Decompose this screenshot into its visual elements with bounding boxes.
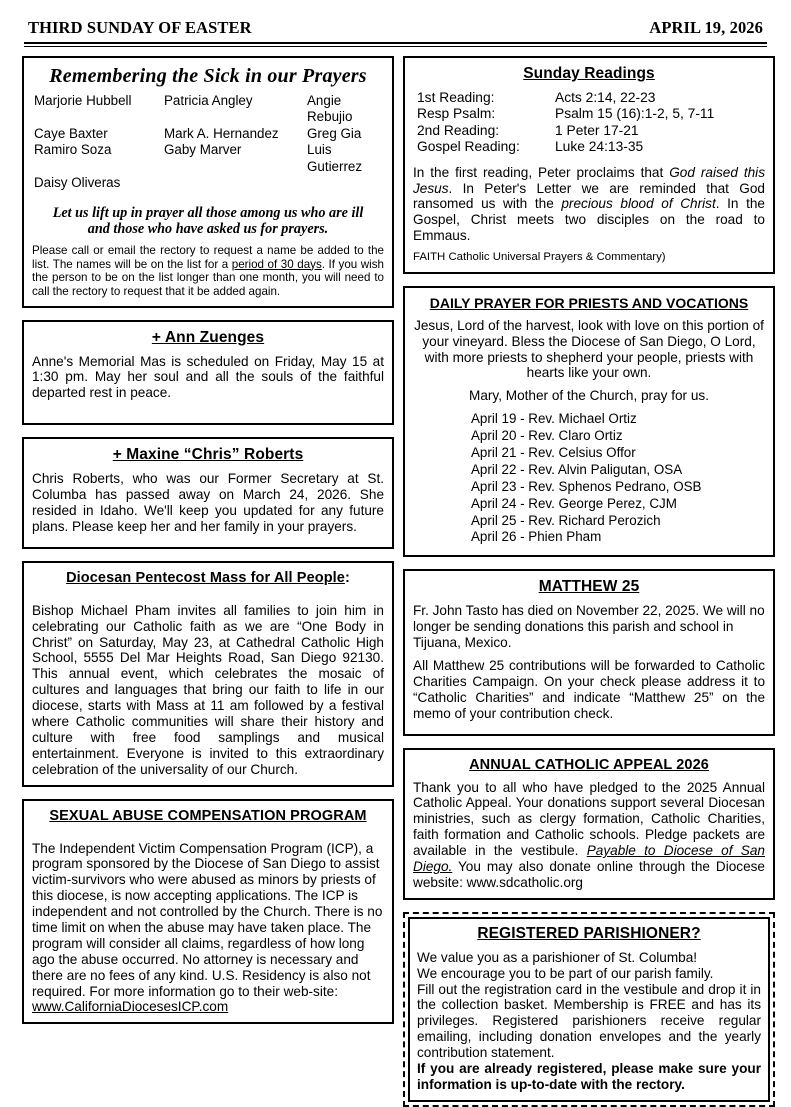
readings-commentary <box>413 165 765 244</box>
registered-parishioner-title: REGISTERED PARISHIONER? <box>477 924 701 942</box>
list-item: Mark A. Hernandez <box>164 125 279 141</box>
sunday-readings-box <box>403 56 775 274</box>
commentary-part-2: . In Peter's Letter we are reminded that God ransomed us with the <box>413 180 765 212</box>
memorial-ann-body: Anne's Memorial Mas is scheduled on Friday, May 15 at 1:30 pm. May her soul and all the souls of the faithful departed rest in peace. <box>32 353 384 401</box>
reading-label: Gospel Reading: <box>417 139 520 155</box>
masthead <box>22 18 769 42</box>
pentecost-mass-box <box>22 561 394 787</box>
memorial-ann-box <box>22 320 394 426</box>
list-item: April 23 - Rev. Sphenos Pedrano, OSB <box>471 478 702 494</box>
list-item: Gaby Marver <box>164 142 242 158</box>
list-item: April 25 - Rev. Richard Perozich <box>471 512 661 528</box>
daily-prayer-title: DAILY PRAYER FOR PRIESTS AND VOCATIONS <box>429 294 749 311</box>
list-item: Caye Baxter <box>34 125 108 141</box>
daily-prayer-marian-line: Mary, Mother of the Church, pray for us. <box>469 388 709 404</box>
abuse-program-body <box>32 841 384 1016</box>
list-item: April 21 - Rev. Celsius Offor <box>471 445 636 460</box>
abuse-program-title: SEXUAL ABUSE COMPENSATION PROGRAM <box>49 807 367 824</box>
matthew-25-body-2: All Matthew 25 contributions will be forwarded to Catholic Charities Campaign. On your check please address it to “Catholic Charities” and indicate “Matthew 25” on the memo of your contribution check. <box>413 658 765 721</box>
spacer <box>32 593 384 603</box>
list-item <box>164 175 307 191</box>
list-item <box>307 175 384 191</box>
left-column <box>22 56 394 1036</box>
registered-line-1: We value you as a parishioner of St. Columba! <box>417 949 698 965</box>
header-divider <box>24 42 767 47</box>
fineprint-part-2: . If you wish the person to be on the list longer than one month, you will need to call the rectory to request that it be added again. <box>32 257 384 298</box>
blessing-line-1: Let us lift up in prayer all those among us who are ill <box>52 204 364 221</box>
list-item: Daisy Oliveras <box>34 175 121 191</box>
table-row <box>417 106 765 122</box>
reading-value: Acts 2:14, 22-23 <box>555 90 656 105</box>
list-item: April 22 - Rev. Alvin Paligutan, OSA <box>471 461 683 477</box>
abuse-program-box <box>22 799 394 1025</box>
list-item: April 20 - Rev. Claro Ortiz <box>471 428 623 444</box>
registered-parishioner-box <box>403 912 775 1107</box>
annual-appeal-box <box>403 748 775 900</box>
fineprint-part-1: Please call or email the rectory to request a name be added to the list. The names will be on the list for a <box>32 243 384 271</box>
memorial-maxine-body: Chris Roberts, who was our Former Secretary at St. Columba has passed away on March 24, 2026. She resided in Idaho. We'll keep you updated for any future plans. Please keep her and her family in your prayers. <box>32 471 384 534</box>
abuse-program-text: The Independent Victim Compensation Program (ICP), a program sponsored by the Diocese of San Diego to assist victim-survivors who were abused as minors by priests of this diocese, is now accepting applications. The ICP is independent and not controlled by the Church. There is no time limit on when the abuse may have taken place. The program will consider all claims, regardless of how long ago the abuse occurred. No attorney is necessary and there are no fees of any kind. U.S. Residency is also not required. For more information go to their web-site: <box>32 840 383 999</box>
reading-value: Psalm 15 (16):1-2, 5, 7-11 <box>555 106 715 122</box>
commentary-italic-2: precious blood of Christ <box>561 196 716 212</box>
reading-label: Resp Psalm: <box>417 106 496 122</box>
abuse-program-website-link[interactable]: www.CaliforniaDiocesesICP.com <box>32 999 229 1015</box>
bulletin-date: APRIL 19, 2026 <box>649 18 763 37</box>
sick-prayers-title: Remembering the Sick in our Prayers <box>49 65 367 87</box>
daily-prayer-text: Jesus, Lord of the harvest, look with love on this portion of your vineyard. Bless the Diocese of San Diego, O Lord, with more priests to shepherd your people, priests with hearts like your own. <box>414 317 764 381</box>
sick-prayers-box <box>22 56 394 308</box>
table-row <box>417 123 765 139</box>
reading-label: 2nd Reading: <box>417 122 500 138</box>
matthew-25-title: MATTHEW 25 <box>538 578 640 596</box>
list-item: Greg Gia <box>307 125 362 141</box>
matthew-25-body-1: Fr. John Tasto has died on November 22, 2025. We will no longer be sending donations this parish and school in Tijuana, Mexico. <box>413 603 765 651</box>
table-row <box>417 139 765 155</box>
liturgical-occasion: THIRD SUNDAY OF EASTER <box>28 18 252 37</box>
registered-bold-note: If you are already registered, please make sure your information is up-to-date with the rectory. <box>417 1061 761 1092</box>
commentary-part-1: In the first reading, Peter proclaims that <box>413 164 670 180</box>
list-item: Luis Gutierrez <box>307 142 363 174</box>
spacer <box>32 831 384 841</box>
pentecost-body: Bishop Michael Pham invites all families to join him in celebrating our Catholic faith as we are “One Body in Christ” on Saturday, May 23, at Cathedral Catholic High School, 5555 Del Mar Heights Road, San Diego 92130. This annual event, which celebrates the mosaic of cultures and languages that bring our faith to life in our diocese, starts with Mass at 11 am followed by a festival where Catholic communities will share their history and culture with free food samplings and musical entertainment. Everyone is invited to this extraordinary celebration of the universality of our Church. <box>32 602 384 777</box>
commentary-part-3: . In the Gospel, Christ meets two disciples on the road to Emmaus. <box>413 196 765 244</box>
matthew-25-box <box>403 569 775 735</box>
registered-line-2: We encourage you to be part of our parish family. <box>417 965 714 981</box>
reading-value: 1 Peter 17-21 <box>555 122 639 138</box>
memorial-ann-title: + Ann Zuenges <box>151 328 265 346</box>
content-columns <box>22 56 769 1107</box>
blessing-text <box>44 205 372 238</box>
right-column <box>403 56 775 1107</box>
pentecost-title: Diocesan Pentecost Mass for All People: <box>66 569 350 586</box>
annual-appeal-body <box>413 780 765 891</box>
blessing-line-2: and those who have asked us for prayers. <box>87 221 329 238</box>
readings-list <box>417 90 765 156</box>
list-item: Patricia Angley <box>164 93 253 108</box>
table-row <box>417 90 765 106</box>
list-item: April 24 - Rev. George Perez, CJM <box>471 495 677 511</box>
reading-label: 1st Reading: <box>417 90 495 105</box>
sick-prayers-fineprint <box>32 244 384 299</box>
registered-body: Fill out the registration card in the vestibule and drop it in the collection basket. Membership is FREE and has its privileges. Registered parishioners receive regular emailing, including donation envelopes and the yearly contribution statement. <box>417 981 761 1061</box>
list-item: Marjorie Hubbell <box>34 93 132 108</box>
appeal-part-2: You may also donate online through the Diocese website: www.sdcatholic.org <box>413 859 765 890</box>
list-item: April 26 - Phien Pham <box>471 529 602 545</box>
list-item: April 19 - Rev. Michael Ortiz <box>471 411 637 427</box>
readings-credit: FAITH Catholic Universal Prayers & Commentary) <box>413 251 666 264</box>
memorial-maxine-box <box>22 437 394 549</box>
sunday-readings-title: Sunday Readings <box>523 65 655 82</box>
appeal-payable-emphasis: Payable to Diocese of San Diego. <box>413 843 765 875</box>
registered-parishioner-inner <box>408 917 770 1102</box>
list-item: Ramiro Soza <box>34 142 112 158</box>
priest-intentions-list <box>471 411 765 546</box>
daily-prayer-box <box>403 286 775 558</box>
sick-names-grid <box>34 93 384 192</box>
reading-value: Luke 24:13-35 <box>555 139 644 155</box>
list-item: Angie Rebujio <box>307 93 353 125</box>
commentary-italic-1: God raised this Jesus <box>413 164 765 196</box>
appeal-part-1: Thank you to all who have pledged to the 2025 Annual Catholic Appeal. Your donations support several Diocesan ministries, such as clergy formation, Catholic Charities, faith formation and Catholic schools. Pledge packets are available in the vestibule. <box>413 779 765 859</box>
annual-appeal-title: ANNUAL CATHOLIC APPEAL 2026 <box>469 756 709 773</box>
memorial-maxine-title: + Maxine “Chris” Roberts <box>112 446 304 464</box>
fineprint-underlined: period of 30 days <box>231 257 322 271</box>
